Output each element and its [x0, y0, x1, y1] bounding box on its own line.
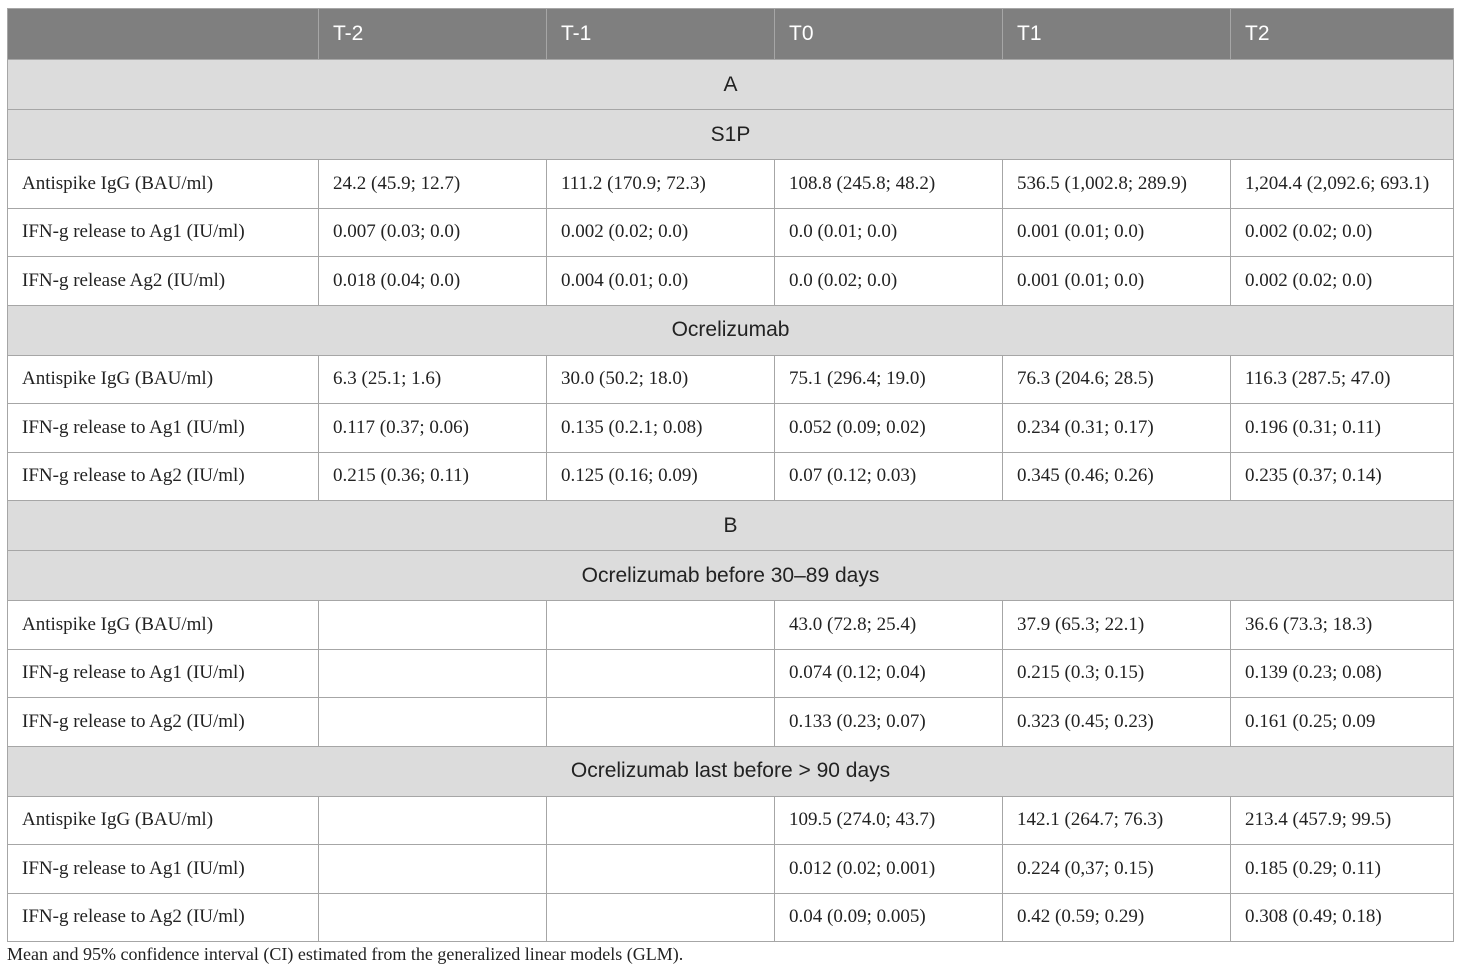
- row-label: Antispike IgG (BAU/ml): [8, 160, 319, 209]
- table-cell: 116.3 (287.5; 47.0): [1231, 355, 1454, 404]
- section-label: S1P: [8, 110, 1454, 160]
- table-cell: 0.012 (0.02; 0.001): [775, 845, 1003, 894]
- table-cell: 0.002 (0.02; 0.0): [1231, 208, 1454, 257]
- table-cell: 0.0 (0.01; 0.0): [775, 208, 1003, 257]
- table-cell: [547, 698, 775, 747]
- section-row: [8, 110, 1454, 160]
- row-label: Antispike IgG (BAU/ml): [8, 355, 319, 404]
- table-cell: 0.0 (0.02; 0.0): [775, 257, 1003, 306]
- section-row: [8, 551, 1454, 601]
- row-label: Antispike IgG (BAU/ml): [8, 601, 319, 650]
- table-row: [8, 404, 1454, 453]
- table-cell: 0.345 (0.46; 0.26): [1003, 452, 1231, 501]
- table-row: [8, 160, 1454, 209]
- results-table: [7, 8, 1454, 942]
- table-cell: [547, 649, 775, 698]
- row-label: IFN-g release to Ag2 (IU/ml): [8, 893, 319, 942]
- table-cell: 0.323 (0.45; 0.23): [1003, 698, 1231, 747]
- header-cell-t2: T2: [1231, 9, 1454, 60]
- table-cell: [319, 845, 547, 894]
- header-row: [8, 9, 1454, 60]
- table-cell: [319, 893, 547, 942]
- table-cell: 0.139 (0.23; 0.08): [1231, 649, 1454, 698]
- table-header: [8, 9, 1454, 60]
- section-row: [8, 305, 1454, 355]
- table-cell: 0.007 (0.03; 0.0): [319, 208, 547, 257]
- table-row: [8, 601, 1454, 650]
- section-row: [8, 746, 1454, 796]
- header-cell-t-minus-2: T-2: [319, 9, 547, 60]
- table-cell: [547, 845, 775, 894]
- table-row: [8, 452, 1454, 501]
- header-cell-t-minus-1: T-1: [547, 9, 775, 60]
- table-cell: 109.5 (274.0; 43.7): [775, 796, 1003, 845]
- table-cell: [547, 796, 775, 845]
- table-cell: 0.001 (0.01; 0.0): [1003, 257, 1231, 306]
- table-cell: 0.234 (0.31; 0.17): [1003, 404, 1231, 453]
- table-cell: [319, 601, 547, 650]
- table-row: [8, 649, 1454, 698]
- table-cell: 0.002 (0.02; 0.0): [1231, 257, 1454, 306]
- row-label: Antispike IgG (BAU/ml): [8, 796, 319, 845]
- table-row: [8, 355, 1454, 404]
- table-row: [8, 257, 1454, 306]
- section-label: Ocrelizumab: [8, 305, 1454, 355]
- header-cell-corner: [8, 9, 319, 60]
- table-cell: 0.004 (0.01; 0.0): [547, 257, 775, 306]
- table-cell: 0.215 (0.3; 0.15): [1003, 649, 1231, 698]
- table-cell: 0.07 (0.12; 0.03): [775, 452, 1003, 501]
- section-label: A: [8, 60, 1454, 110]
- table-row: [8, 845, 1454, 894]
- table-cell: 43.0 (72.8; 25.4): [775, 601, 1003, 650]
- section-row: [8, 501, 1454, 551]
- table-footnote: Mean and 95% confidence interval (CI) estimated from the generalized linear models (GLM).: [7, 944, 684, 964]
- header-cell-t1: T1: [1003, 9, 1231, 60]
- table-cell: [547, 601, 775, 650]
- table-cell: 0.224 (0,37; 0.15): [1003, 845, 1231, 894]
- section-row: [8, 60, 1454, 110]
- table-cell: 0.135 (0.2.1; 0.08): [547, 404, 775, 453]
- table-cell: 30.0 (50.2; 18.0): [547, 355, 775, 404]
- table-cell: 0.235 (0.37; 0.14): [1231, 452, 1454, 501]
- row-label: IFN-g release to Ag2 (IU/ml): [8, 698, 319, 747]
- table-row: [8, 208, 1454, 257]
- row-label: IFN-g release to Ag1 (IU/ml): [8, 208, 319, 257]
- table-row: [8, 893, 1454, 942]
- section-label: Ocrelizumab before 30–89 days: [8, 551, 1454, 601]
- table-cell: 0.002 (0.02; 0.0): [547, 208, 775, 257]
- table-cell: 0.308 (0.49; 0.18): [1231, 893, 1454, 942]
- table-cell: 0.001 (0.01; 0.0): [1003, 208, 1231, 257]
- table-cell: 213.4 (457.9; 99.5): [1231, 796, 1454, 845]
- row-label: IFN-g release to Ag1 (IU/ml): [8, 845, 319, 894]
- table-cell: 111.2 (170.9; 72.3): [547, 160, 775, 209]
- table-row: [8, 796, 1454, 845]
- table-cell: [547, 893, 775, 942]
- table-cell: 142.1 (264.7; 76.3): [1003, 796, 1231, 845]
- table-cell: 0.018 (0.04; 0.0): [319, 257, 547, 306]
- table-cell: 0.074 (0.12; 0.04): [775, 649, 1003, 698]
- table-cell: [319, 698, 547, 747]
- table-cell: 0.04 (0.09; 0.005): [775, 893, 1003, 942]
- table-cell: 0.117 (0.37; 0.06): [319, 404, 547, 453]
- table-cell: 0.196 (0.31; 0.11): [1231, 404, 1454, 453]
- table-cell: 75.1 (296.4; 19.0): [775, 355, 1003, 404]
- table-cell: 24.2 (45.9; 12.7): [319, 160, 547, 209]
- table-cell: 1,204.4 (2,092.6; 693.1): [1231, 160, 1454, 209]
- row-label: IFN-g release to Ag1 (IU/ml): [8, 649, 319, 698]
- table-cell: 0.133 (0.23; 0.07): [775, 698, 1003, 747]
- table-cell: 0.215 (0.36; 0.11): [319, 452, 547, 501]
- row-label: IFN-g release to Ag2 (IU/ml): [8, 452, 319, 501]
- table-cell: 76.3 (204.6; 28.5): [1003, 355, 1231, 404]
- table-cell: [319, 796, 547, 845]
- section-label: B: [8, 501, 1454, 551]
- table-cell: 0.42 (0.59; 0.29): [1003, 893, 1231, 942]
- table-cell: 0.052 (0.09; 0.02): [775, 404, 1003, 453]
- table-body: [8, 60, 1454, 942]
- table-cell: 6.3 (25.1; 1.6): [319, 355, 547, 404]
- header-cell-t0: T0: [775, 9, 1003, 60]
- results-table-container: [7, 8, 1453, 942]
- table-cell: 536.5 (1,002.8; 289.9): [1003, 160, 1231, 209]
- row-label: IFN-g release Ag2 (IU/ml): [8, 257, 319, 306]
- table-cell: 36.6 (73.3; 18.3): [1231, 601, 1454, 650]
- table-cell: [319, 649, 547, 698]
- table-row: [8, 698, 1454, 747]
- row-label: IFN-g release to Ag1 (IU/ml): [8, 404, 319, 453]
- table-cell: 0.185 (0.29; 0.11): [1231, 845, 1454, 894]
- table-cell: 0.161 (0.25; 0.09: [1231, 698, 1454, 747]
- table-cell: 108.8 (245.8; 48.2): [775, 160, 1003, 209]
- section-label: Ocrelizumab last before > 90 days: [8, 746, 1454, 796]
- table-cell: 37.9 (65.3; 22.1): [1003, 601, 1231, 650]
- table-cell: 0.125 (0.16; 0.09): [547, 452, 775, 501]
